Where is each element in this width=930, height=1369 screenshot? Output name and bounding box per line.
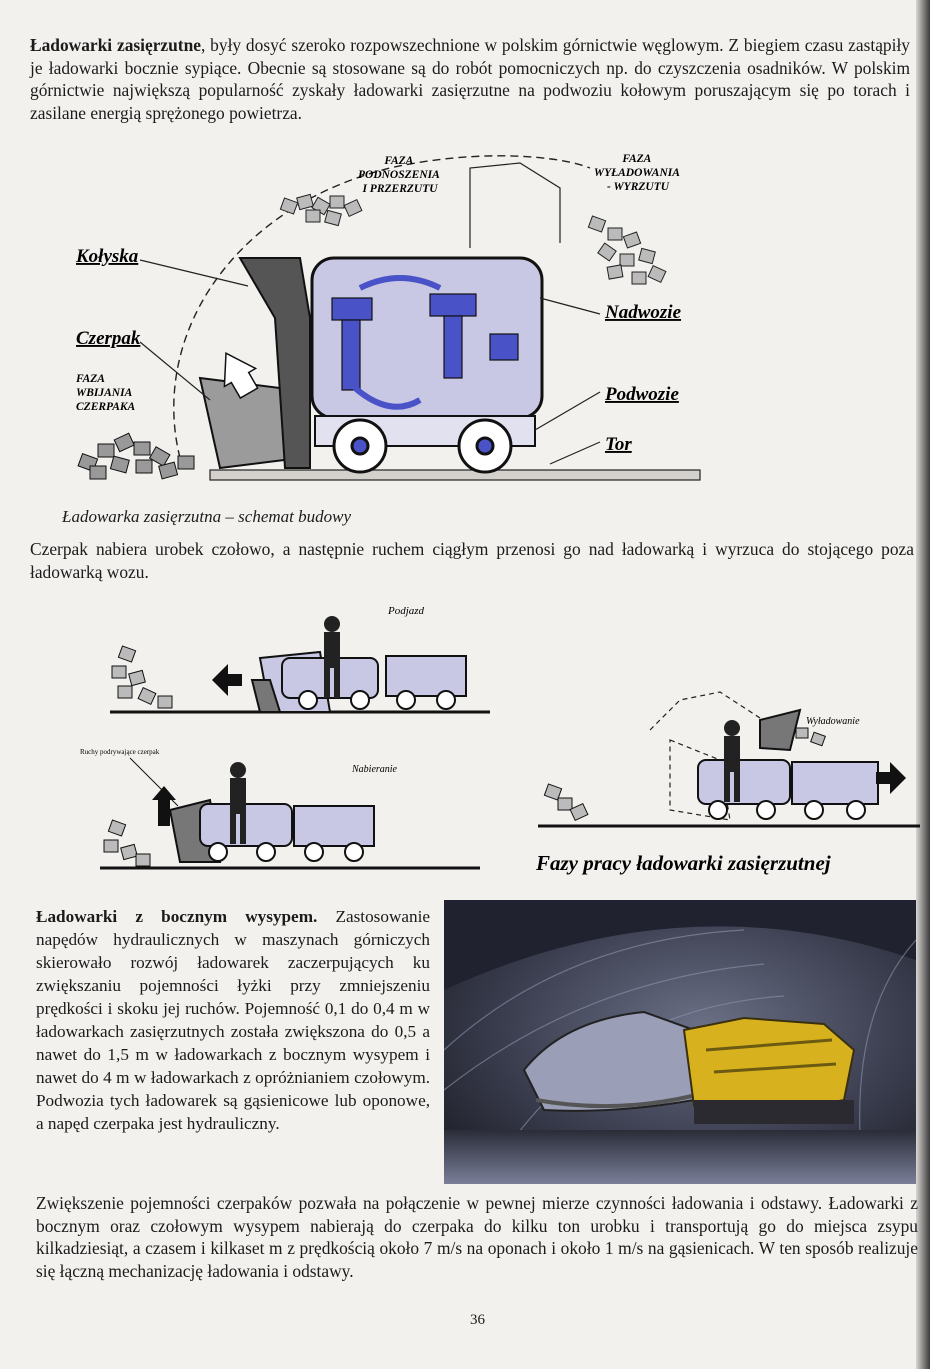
loader-bucket xyxy=(524,1012,694,1111)
description-paragraph: Czerpak nabiera urobek czołowo, a następnie ruchem ciągłym przenosi go nad ładowarką i wyrzuca do stojącego poza ładowarką wozu. xyxy=(30,539,914,582)
phase-dig-label: FAZA WBIJANIA CZERPAKA xyxy=(76,373,136,413)
scene-approach xyxy=(110,605,490,712)
label-podjazd: Podjazd xyxy=(388,605,425,617)
right-arrow-icon xyxy=(876,762,906,794)
label-podwozie: Podwozie xyxy=(605,384,679,405)
page-number: 36 xyxy=(470,1312,485,1328)
phase-lift-label: FAZA PODNOSZENIA I PRZERZUTU xyxy=(357,155,440,195)
label-nabieranie: Nabieranie xyxy=(352,764,397,775)
label-tor: Tor xyxy=(605,434,632,455)
label-nadwozie: Nadwozie xyxy=(605,302,681,323)
side-text: Zastosowanie napędów hydraulicznych w maszynach górniczych skierowało rozwój ładowarek zaczerpujących ku zwiększaniu pojemności łyżki przy zmniejszeniu prędkości i skoku jej ruchów. Pojemność 0,1 do 0,4 m w ładowarkach zasięrzutnych została zwiększona do 0,5 a nawet do 1,5 m w ładowarkach z bocznym wysypem i nawet do 4 m w ładowarkach z opróżnianiem czołowym. Podwozia tych ładowarek są gąsienicowe lub oponowe, a napęd czerpaka jest hydrauliczny. xyxy=(36,907,430,1133)
intro-text: , były dosyć szeroko rozpowszechnione w polskim górnictwie węglowym. Z biegiem czasu zastąpiły je ładowarki bocznie sypiące. Obecnie są stosowane są do robót pomocniczych np. do czyszczenia osadników. W polskim górnictwie największą popularność zyskały ładowarki zasięrzutne na podwoziu kołowym poruszającym się po torach i zasilane energią sprężonego powietrza. xyxy=(30,35,910,123)
label-wyladowanie: Wyładowanie xyxy=(806,716,860,727)
side-lead: Ładowarki z bocznym wysypem. xyxy=(36,907,318,926)
label-ruchy: Ruchy podrywające czerpak xyxy=(80,748,160,756)
scene-unloading xyxy=(538,692,920,826)
left-arrow-icon xyxy=(212,664,242,696)
diagram-caption: Ładowarka zasięrzutna – schemat budowy xyxy=(62,507,351,526)
intro-paragraph xyxy=(30,34,910,124)
label-czerpak: Czerpak xyxy=(76,328,141,349)
label-kolyska: Kołyska xyxy=(76,246,139,267)
final-paragraph: Zwiększenie pojemności czerpaków pozwała na połączenie w pewnej mierze czynności ładowania i odstawy. Ładowarki z bocznym oraz czołowym wysypem nabierają do czerpaka do kilku ton urobku i transportują go do miejsca zsypu kilkadziesiąt, a czasem i kilkaset m z prędkością około 7 m/s na oponach i około 1 m/s na gąsienicach. W ten sposób realizuje się łączną mechanizację ładowania i odstawy. xyxy=(36,1193,918,1281)
side-paragraph xyxy=(36,905,430,1135)
scene-scooping xyxy=(80,748,480,868)
phase-unload-label: FAZA WYŁADOWANIA - WYRZUTU xyxy=(593,153,680,193)
work-phases-diagram xyxy=(70,600,922,890)
loader-structure-diagram xyxy=(60,138,720,503)
rock-pile-unload xyxy=(588,216,666,284)
rock-pile-top xyxy=(280,194,362,225)
intro-lead: Ładowarki zasięrzutne xyxy=(30,35,201,55)
phases-title: Fazy pracy ładowarki zasięrzutnej xyxy=(536,851,831,875)
track xyxy=(210,470,700,480)
loader-machine xyxy=(684,1018,854,1114)
loader-photo xyxy=(444,900,916,1184)
